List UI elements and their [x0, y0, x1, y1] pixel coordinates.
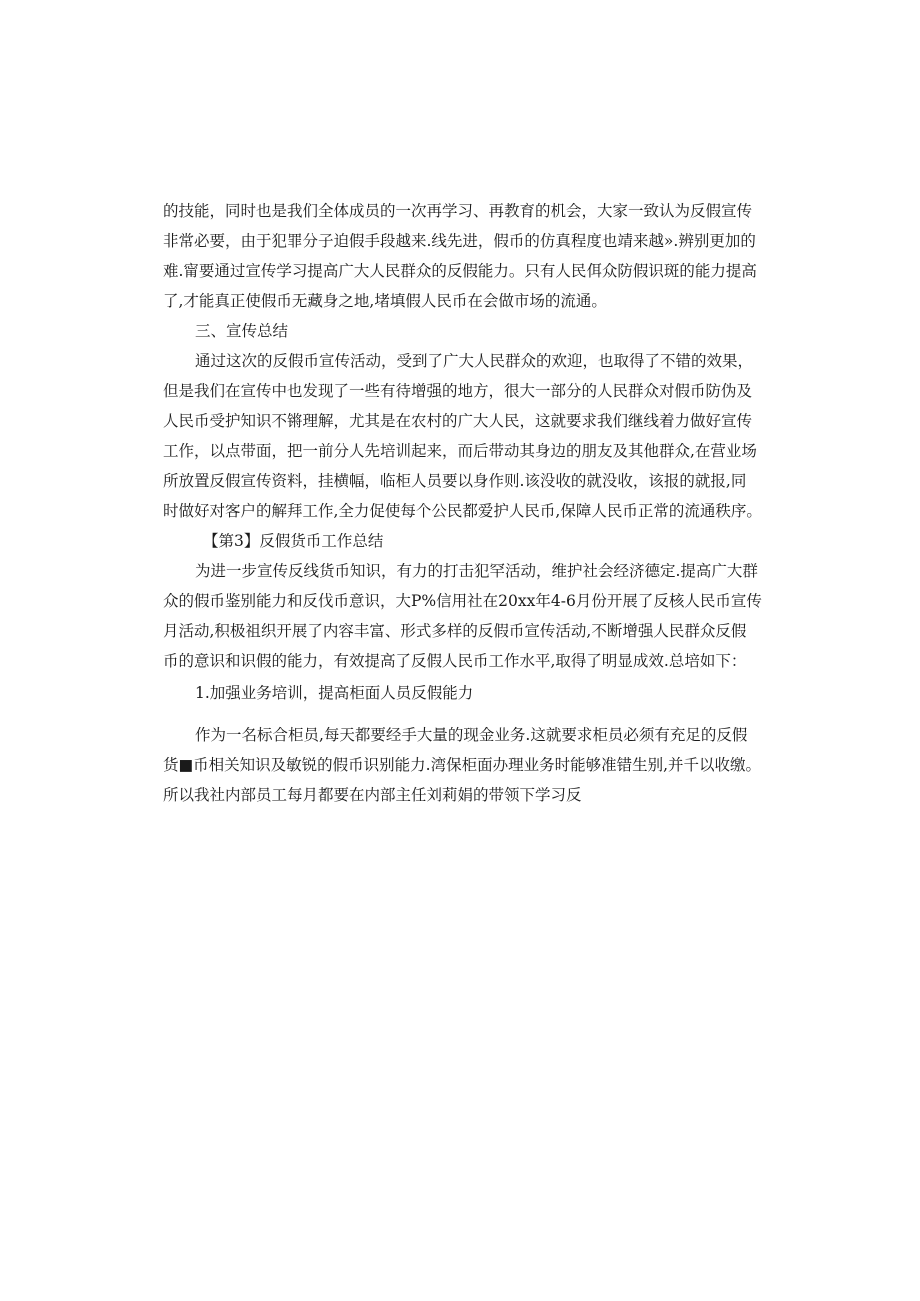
- document-body: [163, 196, 768, 810]
- text-line: 为进一步宣传反线货币知识，有力的打击犯罕活动，维护社会经济德定.提高广大群: [195, 562, 758, 580]
- section-title: 【第3】反假货币工作总结: [203, 532, 384, 550]
- paragraph-1: [163, 196, 768, 316]
- text-line: 所以我社内部员工每月都要在内部主任刘莉娟的带领下学习反: [163, 786, 582, 804]
- text-line: 作为一名标合柜员,每天都要经手大量的现金业务.这就要求柜员必须有充足的反假: [195, 726, 748, 744]
- text-line: 难.甯要通过宣传学习提高广大人民群众的反假能力。只有人民佴众防假识斑的能力提高: [163, 262, 757, 280]
- text-line: 月活动,积极祖织开展了内容丰富、形式多样的反假币宣传活动,不断增强人民群众反假: [163, 622, 747, 640]
- text-line: 时做好对客户的解拜工作,全力促使每个公民都爱护人民币,保障人民币正常的流通秩序。: [163, 502, 762, 520]
- text-line: 非常必要，由于犯罪分子迫假手段越来.线先进，假币的仿真程度也靖来越».辨别更加的: [163, 232, 756, 250]
- text-line: 了,才能真正使假币无藏身之地,堵填假人民币在会做市场的流通。: [163, 292, 607, 310]
- text-line: 通过这次的反假币宣传活动，受到了广大人民群众的欢迎，也取得了不错的效果，: [195, 352, 754, 370]
- text-line: 众的假币鉴别能力和反伐币意识，大P%信用社在20xx年4-6月份开展了反核人民币宣传: [163, 592, 762, 610]
- paragraph-3: [163, 556, 768, 676]
- heading-summary: 三、宣传总结: [195, 322, 289, 340]
- text-line: 工作，以点带面，把一前分人先培训起来，而后带动其身边的朋友及其他群众,在营业场: [163, 442, 757, 460]
- text-line: 人民币受护知识不锵理解，尤其是在农村的广大人民，这就要求我们继线着力做好宣传: [163, 412, 753, 430]
- text-line: 所放置反假宣传资料，挂横幅，临柜人员要以身作则.该没收的就没收，该报的就报,同: [163, 472, 747, 490]
- text-line: 的技能，同时也是我们全体成员的一次再学习、再教育的机会，大家一致认为反假宣传: [163, 202, 753, 220]
- list-item-1: 1.加强业务培训，提高柜面人员反假能力: [195, 684, 474, 702]
- text-line: 币的意识和识假的能力，有效提高了反假人民币工作水平,取得了明显成效.总培如下：: [163, 652, 747, 670]
- text-line: 但是我们在宣传中也发现了一些有待增强的地方，很大一部分的人民群众对假币防伪及: [163, 382, 753, 400]
- paragraph-2: [163, 346, 768, 526]
- paragraph-4: [163, 720, 768, 810]
- text-line: 货■币相关知识及敏锐的假币识别能力.湾保柜面办理业务时能够准错生别,并千以收缴。: [163, 756, 762, 774]
